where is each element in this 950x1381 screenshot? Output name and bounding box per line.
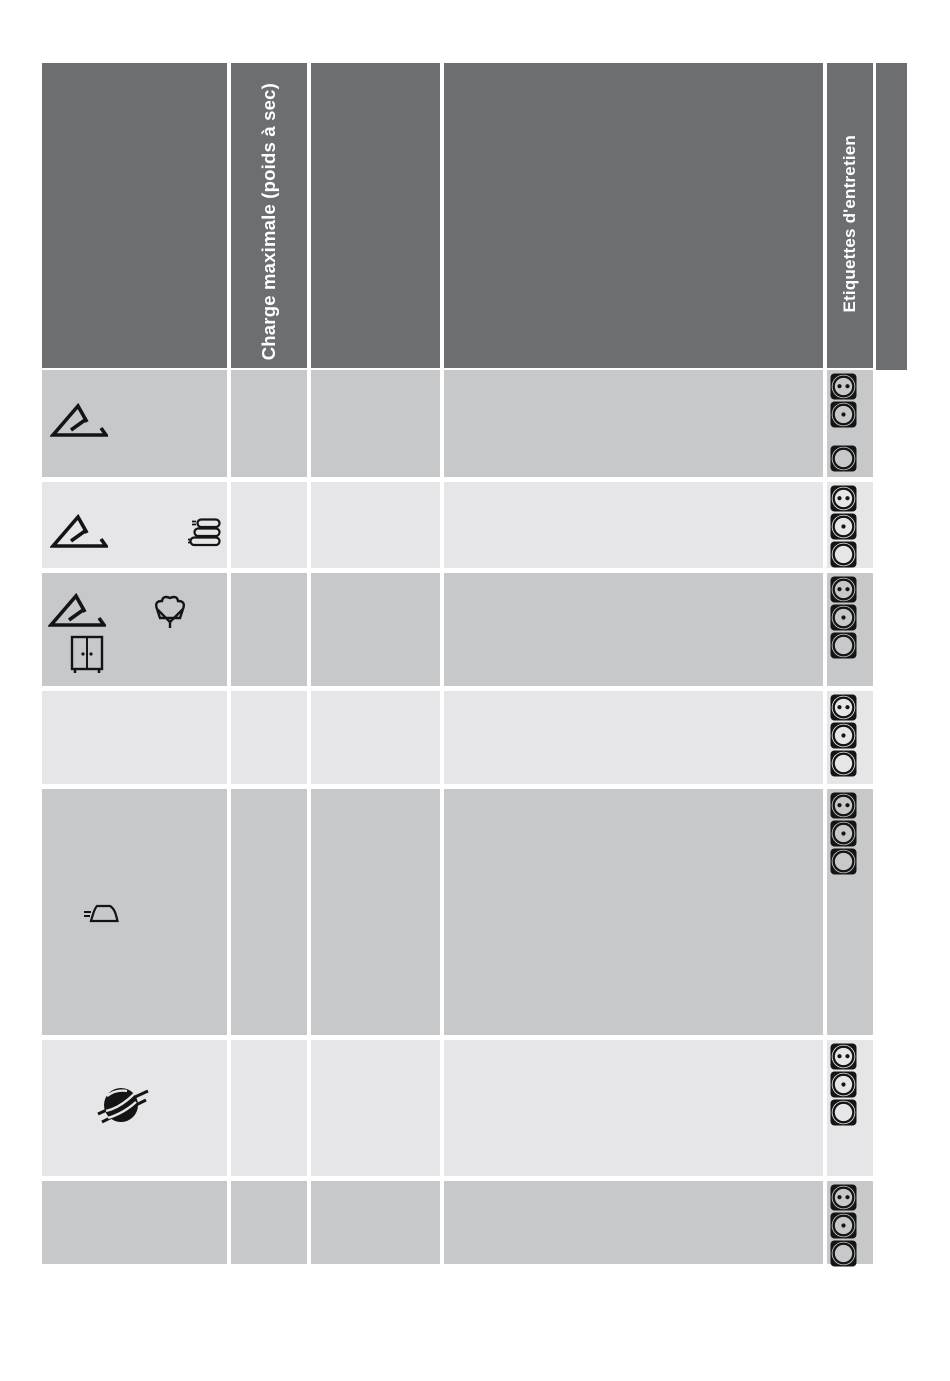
cottons-triangle-icon <box>48 593 106 629</box>
wardrobe-icon <box>70 635 104 675</box>
cell-max-load <box>231 1181 307 1264</box>
care-label-icons <box>830 694 857 778</box>
cell-max-load <box>231 789 307 1035</box>
cell-description <box>444 573 823 686</box>
cell-col3 <box>311 482 440 568</box>
care-label-icons <box>830 1043 857 1127</box>
table-row <box>42 482 873 568</box>
care-label-group <box>830 485 857 569</box>
cell-col3 <box>311 370 440 477</box>
cell-program <box>42 1181 227 1264</box>
care-label-icons <box>830 373 857 473</box>
tumble-dry-high-icon <box>830 694 857 721</box>
wool-ball-icon <box>94 1080 152 1126</box>
cell-care-labels <box>827 691 873 784</box>
easy-iron-icon <box>83 902 119 926</box>
care-labels-header-label: Etiquettes d'entretien <box>840 135 859 313</box>
cottons-triangle-icon <box>50 514 108 550</box>
care-label-icons <box>830 1184 857 1268</box>
header-cell-program <box>42 63 227 368</box>
tumble-dry-high-icon <box>830 792 857 819</box>
page-edge-tab <box>876 63 907 370</box>
header-cell-description <box>444 63 823 368</box>
cell-max-load <box>231 691 307 784</box>
tumble-dry-plain-icon <box>830 541 857 568</box>
tumble-dry-plain-icon <box>830 1240 857 1267</box>
laundry-pile-icon <box>188 518 222 548</box>
tumble-dry-plain-icon <box>830 445 857 472</box>
cell-max-load <box>231 1040 307 1176</box>
cell-col3 <box>311 691 440 784</box>
cell-description <box>444 691 823 784</box>
cell-program <box>42 482 227 568</box>
cottons-triangle-icon <box>50 403 108 439</box>
cell-care-labels <box>827 1040 873 1176</box>
max-load-header-label: Charge maximale (poids à sec) <box>258 82 279 360</box>
care-label-icons <box>830 485 857 569</box>
tumble-dry-high-icon <box>830 485 857 512</box>
table-row <box>42 1181 873 1264</box>
cell-description <box>444 370 823 477</box>
tumble-dry-plain-icon <box>830 848 857 875</box>
care-label-group <box>830 445 857 473</box>
table-row <box>42 789 873 1035</box>
cell-col3 <box>311 789 440 1035</box>
care-label-group <box>830 792 857 876</box>
tumble-dry-high-icon <box>830 1184 857 1211</box>
care-label-group <box>830 1043 857 1127</box>
cell-description <box>444 1040 823 1176</box>
tumble-dry-low-icon <box>830 513 857 540</box>
cell-col3 <box>311 1040 440 1176</box>
care-label-icons <box>830 576 857 660</box>
cell-program <box>42 1040 227 1176</box>
cell-max-load <box>231 370 307 477</box>
care-label-group <box>830 1184 857 1268</box>
table-row <box>42 1040 873 1176</box>
tumble-dry-plain-icon <box>830 1099 857 1126</box>
care-label-group <box>830 694 857 778</box>
cell-care-labels <box>827 370 873 477</box>
cell-program <box>42 691 227 784</box>
cell-care-labels <box>827 573 873 686</box>
cell-description <box>444 1181 823 1264</box>
cell-description <box>444 482 823 568</box>
care-label-group <box>830 576 857 660</box>
header-cell-col3 <box>311 63 440 368</box>
tumble-dry-low-icon <box>830 401 857 428</box>
table-header-row <box>42 63 873 368</box>
tumble-dry-high-icon <box>830 576 857 603</box>
tumble-dry-plain-icon <box>830 632 857 659</box>
program-table <box>42 63 873 1269</box>
cell-care-labels <box>827 482 873 568</box>
tumble-dry-plain-icon <box>830 750 857 777</box>
tumble-dry-high-icon <box>830 373 857 400</box>
table-body <box>42 370 873 1264</box>
header-cell-max-load <box>231 63 307 368</box>
header-cell-care-labels <box>827 63 873 368</box>
tumble-dry-low-icon <box>830 1071 857 1098</box>
table-row <box>42 691 873 784</box>
cell-max-load <box>231 573 307 686</box>
table-row <box>42 370 873 477</box>
tumble-dry-high-icon <box>830 1043 857 1070</box>
cell-program <box>42 573 227 686</box>
tumble-dry-low-icon <box>830 820 857 847</box>
cell-program <box>42 370 227 477</box>
cell-max-load <box>231 482 307 568</box>
care-label-group <box>830 373 857 429</box>
cotton-boll-icon <box>152 594 188 632</box>
cell-care-labels <box>827 1181 873 1264</box>
tumble-dry-low-icon <box>830 604 857 631</box>
table-row <box>42 573 873 686</box>
cell-description <box>444 789 823 1035</box>
care-label-icons <box>830 792 857 876</box>
cell-col3 <box>311 1181 440 1264</box>
cell-col3 <box>311 573 440 686</box>
cell-care-labels <box>827 789 873 1035</box>
cell-program <box>42 789 227 1035</box>
tumble-dry-low-icon <box>830 1212 857 1239</box>
tumble-dry-low-icon <box>830 722 857 749</box>
